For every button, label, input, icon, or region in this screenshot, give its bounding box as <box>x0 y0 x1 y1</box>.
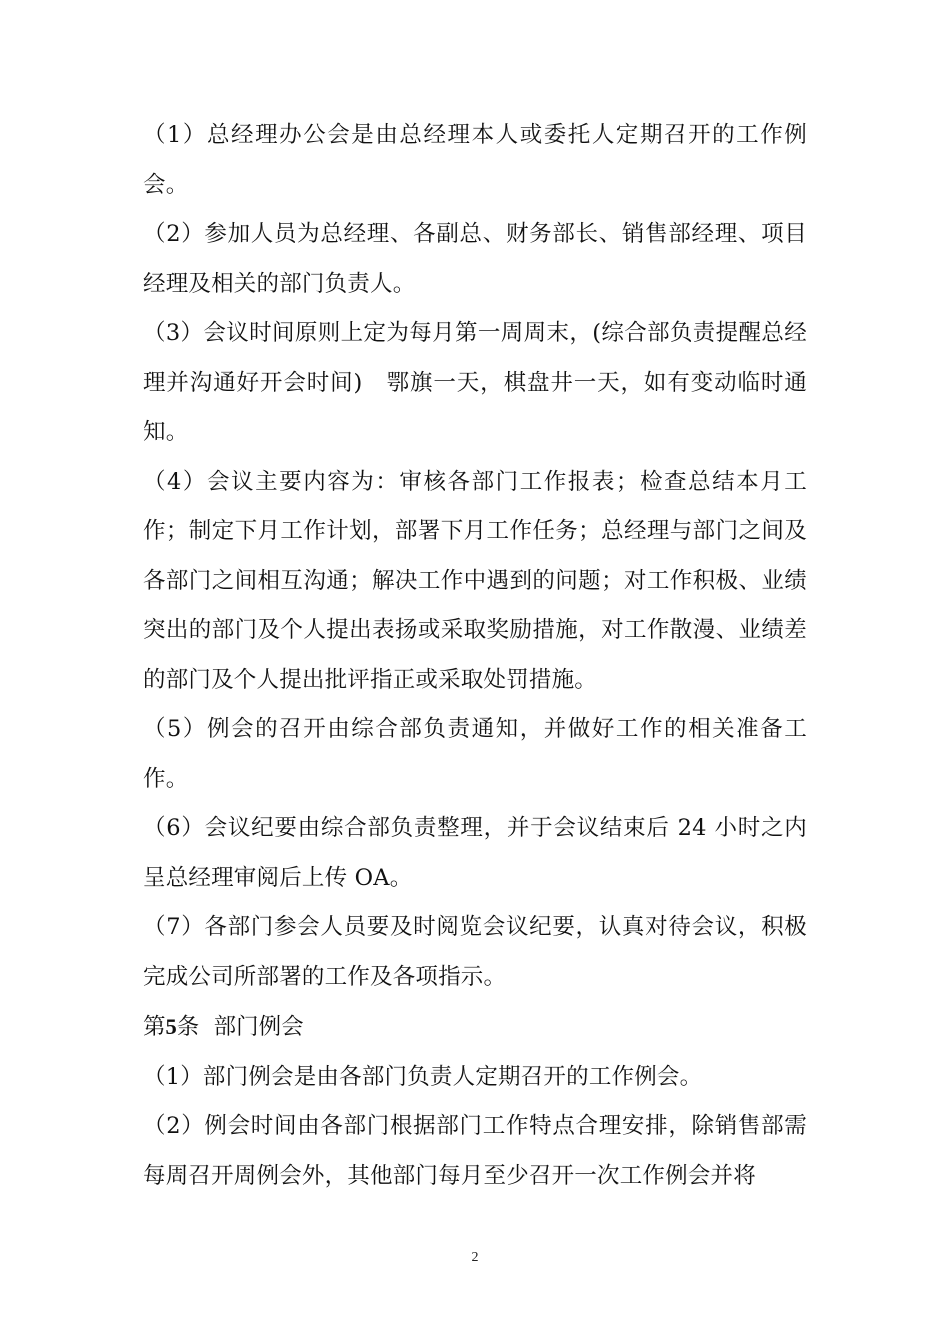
section-prefix: 第 <box>143 1014 166 1040</box>
paragraph-4: （4）会议主要内容为：审核各部门工作报表；检查总结本月工作；制定下月工作计划，部署下月工作任务；总经理与部门之间及各部门之间相互沟通；解决工作中遇到的问题；对工作积极、业绩突出的部门及个人提出表扬或采取奖励措施，对工作散漫、业绩差的部门及个人提出批评指正或采取处罚措施。 <box>143 468 807 693</box>
section-title: 部门例会 <box>213 1014 304 1040</box>
section-paragraph-1: （1）部门例会是由各部门负责人定期召开的工作例会。 <box>143 1063 703 1090</box>
section-number: 5 <box>165 1014 177 1039</box>
section-paragraph-2: （2）例会时间由各部门根据部门工作特点合理安排，除销售部需每周召开周例会外，其他部门每月至少召开一次工作例会并将 <box>143 1113 807 1189</box>
section-suffix: 条 <box>176 1014 200 1040</box>
paragraph-5: （5）例会的召开由综合部负责通知，并做好工作的相关准备工作。 <box>143 716 807 792</box>
paragraph-7: （7）各部门参会人员要及时阅览会议纪要，认真对待会议，积极完成公司所部署的工作及各项指示。 <box>143 914 807 990</box>
paragraph-3: （3）会议时间原则上定为每月第一周周末，(综合部负责提醒总经理并沟通好开会时间) 鄂旗一天，棋盘井一天，如有变动临时通知。 <box>143 320 807 445</box>
paragraph-1: （1）总经理办公会是由总经理本人或委托人定期召开的工作例会。 <box>143 122 807 198</box>
document-body <box>143 111 807 1201</box>
paragraph-2: （2）参加人员为总经理、各副总、财务部长、销售部经理、项目经理及相关的部门负责人。 <box>143 221 807 297</box>
section-heading <box>143 1002 807 1053</box>
paragraph-6: （6）会议纪要由综合部负责整理，并于会议结束后 24 小时之内呈总经理审阅后上传 OA。 <box>143 815 807 891</box>
page-number: 2 <box>471 1250 479 1265</box>
